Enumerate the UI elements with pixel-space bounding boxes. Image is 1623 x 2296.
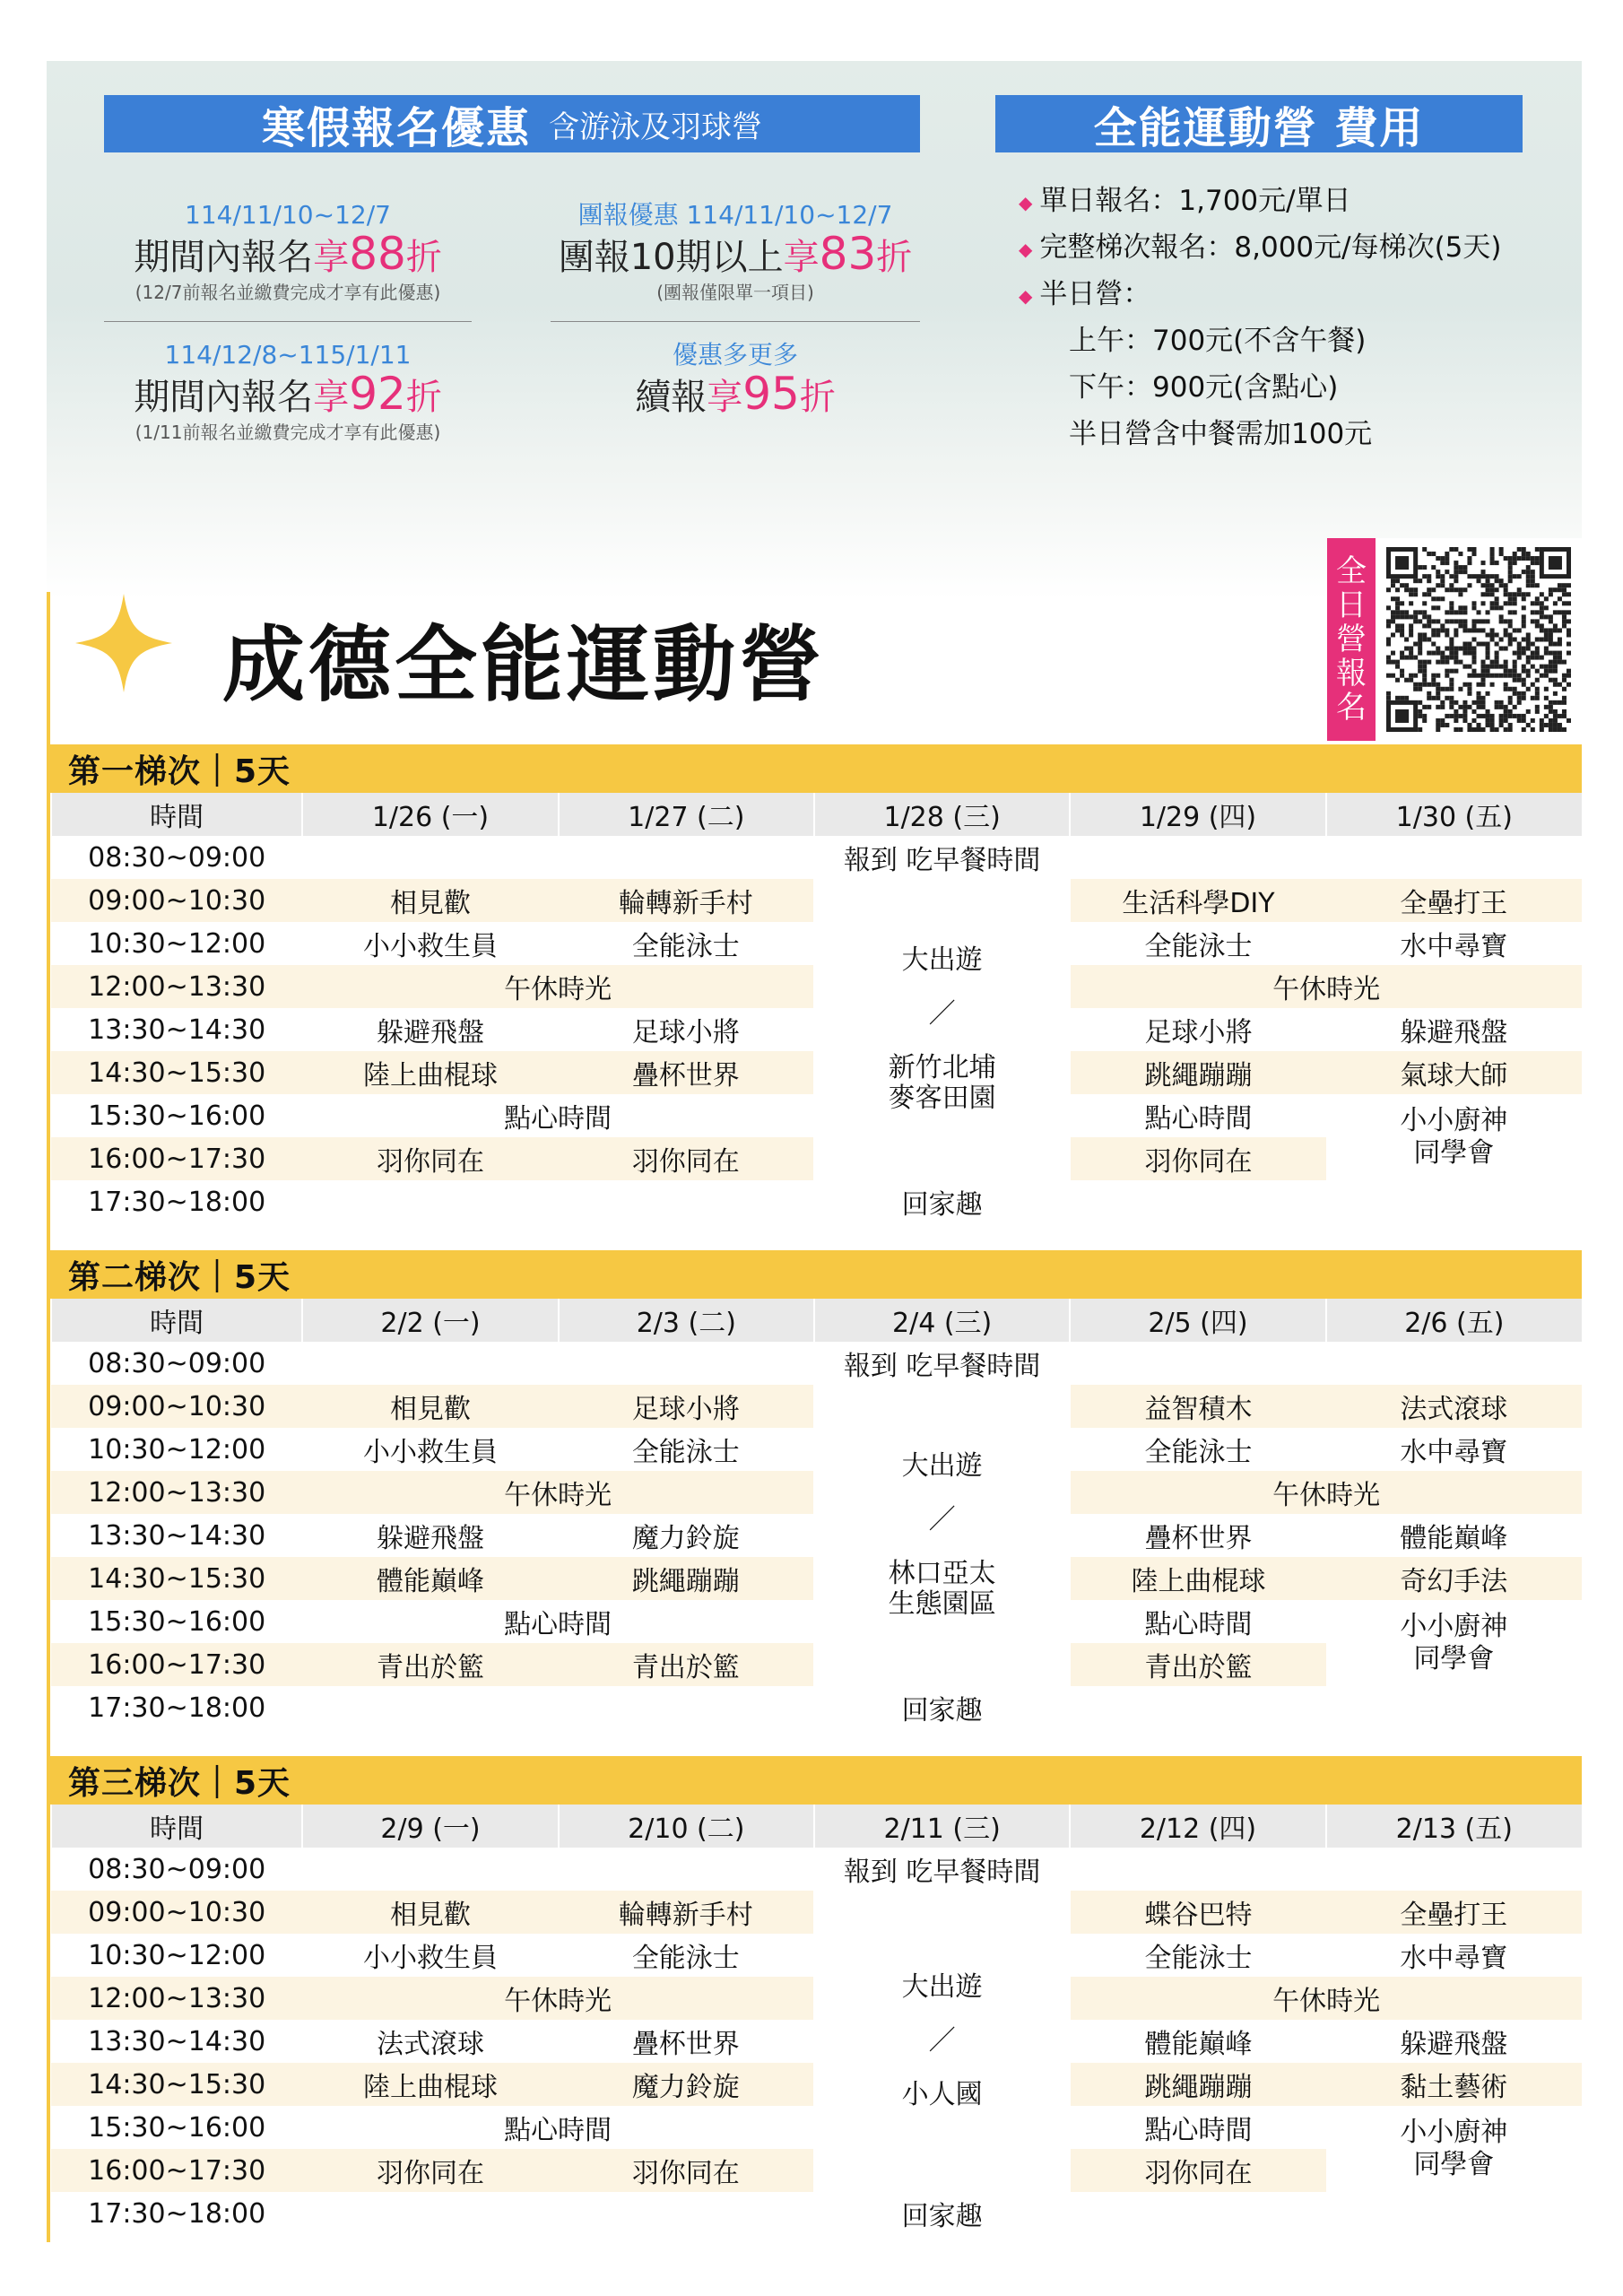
column-header: 2/13 (五)	[1326, 1805, 1582, 1848]
schedule-cell: 相見歡	[302, 879, 558, 922]
field-trip-cell	[814, 879, 1070, 1180]
schedule-cell: 全能泳士	[559, 1428, 814, 1471]
session-header	[50, 1250, 1582, 1299]
promo-headline	[104, 228, 472, 280]
cook-line: 同學會	[1413, 1137, 1495, 1169]
schedule-cell: 全能泳士	[1070, 922, 1325, 965]
schedule-cell: 午休時光	[1070, 965, 1582, 1008]
fee-afternoon	[1069, 364, 1338, 404]
schedule-row	[51, 1385, 1582, 1428]
schedule-cell: 15:30~16:00	[51, 2106, 302, 2149]
promo-date: 114/11/10~12/7	[185, 200, 391, 230]
field-trip-cell	[814, 1891, 1070, 2192]
qr-label-char: 名	[1336, 690, 1367, 726]
schedule-cell: 羽你同在	[559, 2149, 814, 2192]
schedule-cell: 足球小將	[1070, 1008, 1325, 1051]
schedule-cell	[302, 1686, 558, 1729]
trip-place: 麥客田園	[888, 1083, 996, 1114]
column-header: 2/12 (四)	[1070, 1805, 1325, 1848]
diamond-bullet-icon: ◆	[1019, 238, 1033, 260]
schedule-cell	[1070, 1686, 1325, 1729]
column-header: 2/9 (一)	[302, 1805, 558, 1848]
schedule-cell: 點心時間	[1070, 1600, 1325, 1643]
schedule-cell: 10:30~12:00	[51, 922, 302, 965]
schedule-cell: 魔力鈴旋	[559, 2063, 814, 2106]
trip-slash: ／	[928, 2025, 956, 2057]
session-title: 第二梯次｜5天	[68, 1258, 291, 1296]
column-header: 2/6 (五)	[1326, 1299, 1582, 1342]
schedule-cell: 疊杯世界	[559, 2020, 814, 2063]
schedule-cell: 法式滾球	[1326, 1385, 1582, 1428]
schedule-header-row	[51, 1805, 1582, 1848]
schedule-cell: 15:30~16:00	[51, 1600, 302, 1643]
promo-pct-post: 折	[405, 237, 442, 278]
schedule-cell: 午休時光	[302, 965, 814, 1008]
column-header: 2/10 (二)	[559, 1805, 814, 1848]
trip-label: 大出遊	[901, 944, 983, 976]
promo-banner	[104, 95, 920, 152]
promo-pct-post: 折	[876, 237, 913, 278]
schedule-cell: 午休時光	[1070, 1977, 1582, 2020]
schedule-cell	[1326, 1600, 1582, 1686]
schedule-cell: 13:30~14:30	[51, 1008, 302, 1051]
trip-label: 大出遊	[901, 1450, 983, 1482]
promo-note: (12/7前報名並繳費完成才享有此優惠)	[135, 282, 441, 303]
schedule-cell: 10:30~12:00	[51, 1428, 302, 1471]
schedule-cell: 全壘打王	[1326, 1891, 1582, 1934]
trip-place: 新竹北埔	[888, 1052, 996, 1083]
schedule-cell: 報到 吃早餐時間	[302, 1848, 1582, 1891]
schedule-row	[51, 836, 1582, 879]
promo-pct-pre: 享	[707, 377, 743, 418]
schedule-cell: 足球小將	[559, 1385, 814, 1428]
cook-line: 同學會	[1413, 1643, 1495, 1674]
promo-pct-num: 88	[349, 228, 406, 280]
schedule-cell: 14:30~15:30	[51, 1051, 302, 1094]
schedule-cell: 羽你同在	[302, 1137, 558, 1180]
column-header: 2/11 (三)	[814, 1805, 1070, 1848]
session-header	[50, 744, 1582, 793]
schedule-cell: 小小救生員	[302, 1428, 558, 1471]
schedule-cell: 相見歡	[302, 1891, 558, 1934]
schedule-cell	[559, 2192, 814, 2235]
schedule-header-row	[51, 1299, 1582, 1342]
schedule-cell: 羽你同在	[559, 1137, 814, 1180]
qr-label-char: 報	[1336, 656, 1367, 691]
promo-pct-num: 83	[819, 228, 877, 280]
promo-date: 團報優惠 114/11/10~12/7	[577, 200, 893, 230]
schedule-cell: 全能泳士	[559, 1934, 814, 1977]
schedule-cell: 09:00~10:30	[51, 1891, 302, 1934]
session-title: 第一梯次｜5天	[68, 752, 291, 790]
schedule-cell	[302, 2192, 558, 2235]
schedule-cell: 疊杯世界	[1070, 1514, 1325, 1557]
trip-slash: ／	[928, 1504, 956, 1535]
schedule-cell: 午休時光	[302, 1977, 814, 2020]
schedule-cell: 羽你同在	[1070, 1137, 1325, 1180]
schedule-cell: 躲避飛盤	[1326, 1008, 1582, 1051]
schedule-cell	[559, 1180, 814, 1223]
fee-morning	[1069, 317, 1366, 358]
schedule-table	[50, 793, 1582, 1223]
fee-full-session	[1019, 224, 1502, 265]
schedule-cell: 15:30~16:00	[51, 1094, 302, 1137]
column-header: 1/28 (三)	[814, 793, 1070, 836]
schedule-cell: 回家趣	[814, 2192, 1070, 2235]
diamond-bullet-icon: ◆	[1019, 191, 1033, 213]
promo-banner-title: 寒假報名優惠	[261, 102, 531, 153]
schedule-cell: 16:00~17:30	[51, 2149, 302, 2192]
schedule-cell	[1326, 2106, 1582, 2192]
qr-label-char: 日	[1336, 587, 1367, 623]
schedule-cell: 點心時間	[1070, 2106, 1325, 2149]
schedule-cell: 14:30~15:30	[51, 2063, 302, 2106]
schedule-row	[51, 1342, 1582, 1385]
promo-note: (1/11前報名並繳費完成才享有此優惠)	[135, 422, 441, 443]
schedule-cell: 09:00~10:30	[51, 879, 302, 922]
schedule-cell: 12:00~13:30	[51, 1977, 302, 2020]
schedule-cell: 黏土藝術	[1326, 2063, 1582, 2106]
schedule-cell: 跳繩蹦蹦	[559, 1557, 814, 1600]
schedule-cell: 益智積木	[1070, 1385, 1325, 1428]
schedule-cell: 回家趣	[814, 1686, 1070, 1729]
fee-half-day	[1019, 271, 1150, 311]
schedule-cell: 氣球大師	[1326, 1051, 1582, 1094]
schedule-cell: 12:00~13:30	[51, 965, 302, 1008]
promo-banner-subtitle: 含游泳及羽球營	[549, 109, 762, 145]
trip-place: 生態園區	[888, 1588, 996, 1620]
fee-text: 半日營含中餐需加100元	[1069, 418, 1373, 450]
schedule-cell: 點心時間	[1070, 1094, 1325, 1137]
schedule-cell: 報到 吃早餐時間	[302, 1342, 1582, 1385]
schedule-cell: 輪轉新手村	[559, 1891, 814, 1934]
schedule-cell: 17:30~18:00	[51, 1180, 302, 1223]
field-trip-cell	[814, 1385, 1070, 1686]
schedule-cell	[1070, 1180, 1325, 1223]
schedule-cell: 小小救生員	[302, 1934, 558, 1977]
schedule-cell: 13:30~14:30	[51, 2020, 302, 2063]
fee-single-day	[1019, 178, 1351, 218]
promo-headline	[551, 368, 920, 420]
schedule-cell: 回家趣	[814, 1180, 1070, 1223]
qr-label-char: 全	[1336, 553, 1367, 589]
schedule-cell: 青出於籃	[1070, 1643, 1325, 1686]
promo-pct-post: 折	[405, 377, 442, 418]
column-header: 1/26 (一)	[302, 793, 558, 836]
diamond-bullet-icon: ◆	[1019, 284, 1033, 307]
fee-text: 單日報名：1,700元/單日	[1039, 185, 1351, 217]
schedule-cell: 相見歡	[302, 1385, 558, 1428]
promo-pct-num: 95	[742, 368, 800, 420]
schedule-row	[51, 1180, 1582, 1223]
schedule-cell: 生活科學DIY	[1070, 879, 1325, 922]
schedule-cell	[1326, 1180, 1582, 1223]
schedule-cell: 小小救生員	[302, 922, 558, 965]
schedule-cell: 09:00~10:30	[51, 1385, 302, 1428]
schedule-cell: 全能泳士	[1070, 1428, 1325, 1471]
schedule-cell: 魔力鈴旋	[559, 1514, 814, 1557]
schedule-cell: 青出於籃	[302, 1643, 558, 1686]
promo-divider	[104, 321, 472, 322]
fee-banner-title: 全能運動營 費用	[1093, 102, 1425, 153]
schedule-cell	[302, 1180, 558, 1223]
column-header: 2/4 (三)	[814, 1299, 1070, 1342]
schedule-header-row	[51, 793, 1582, 836]
promo-pct-pre: 享	[783, 237, 820, 278]
promo-83	[551, 199, 920, 305]
fee-text: 完整梯次報名：8,000元/每梯次(5天)	[1039, 231, 1502, 264]
schedule-cell: 08:30~09:00	[51, 1342, 302, 1385]
schedule-cell: 躲避飛盤	[302, 1514, 558, 1557]
schedule-cell: 點心時間	[302, 1600, 814, 1643]
fee-text: 上午：700元(不含午餐)	[1069, 325, 1367, 357]
schedule-cell	[1326, 1094, 1582, 1180]
promo-pct-pre: 享	[313, 377, 350, 418]
page-title: 成德全能運動營	[222, 617, 826, 713]
cook-line: 同學會	[1413, 2149, 1495, 2180]
qr-code-icon	[1386, 547, 1571, 732]
schedule-cell: 羽你同在	[302, 2149, 558, 2192]
promo-text: 期間內報名	[134, 237, 314, 278]
schedule-cell: 躲避飛盤	[1326, 2020, 1582, 2063]
column-header: 時間	[51, 1805, 302, 1848]
schedule-cell: 報到 吃早餐時間	[302, 836, 1582, 879]
promo-note: (團報僅限單一項目)	[656, 282, 814, 303]
fee-text: 下午：900元(含點心)	[1069, 371, 1339, 404]
promo-headline	[551, 228, 920, 280]
trip-place: 小人國	[901, 2079, 983, 2110]
fee-banner	[995, 95, 1523, 152]
schedule-row	[51, 2192, 1582, 2235]
schedule-row	[51, 1891, 1582, 1934]
schedule-row	[51, 1848, 1582, 1891]
schedule-cell: 躲避飛盤	[302, 1008, 558, 1051]
schedule-cell	[559, 1686, 814, 1729]
schedule-cell: 跳繩蹦蹦	[1070, 1051, 1325, 1094]
schedule-cell: 17:30~18:00	[51, 2192, 302, 2235]
column-header: 時間	[51, 793, 302, 836]
promo-pct-post: 折	[799, 377, 836, 418]
fee-lunch-add	[1069, 411, 1372, 451]
promo-pct-pre: 享	[313, 237, 350, 278]
schedule-table	[50, 1299, 1582, 1729]
cook-line: 小小廚神	[1400, 1105, 1508, 1136]
schedule-cell: 14:30~15:30	[51, 1557, 302, 1600]
promo-92	[104, 339, 472, 445]
schedule-cell	[1326, 1686, 1582, 1729]
fee-text: 半日營：	[1039, 278, 1151, 310]
schedule-cell: 體能巔峰	[302, 1557, 558, 1600]
promo-date: 114/12/8~115/1/11	[164, 340, 412, 370]
promo-divider	[551, 321, 920, 322]
schedule-cell: 陸上曲棍球	[302, 2063, 558, 2106]
cook-line: 小小廚神	[1400, 2117, 1508, 2148]
schedule-cell: 全壘打王	[1326, 879, 1582, 922]
schedule-cell: 17:30~18:00	[51, 1686, 302, 1729]
schedule-cell: 08:30~09:00	[51, 1848, 302, 1891]
schedule-cell: 足球小將	[559, 1008, 814, 1051]
schedule-cell: 16:00~17:30	[51, 1643, 302, 1686]
schedule-cell: 法式滾球	[302, 2020, 558, 2063]
schedule-cell: 13:30~14:30	[51, 1514, 302, 1557]
schedule-cell: 體能巔峰	[1070, 2020, 1325, 2063]
schedule-cell	[1070, 2192, 1325, 2235]
promo-text: 續報	[635, 377, 707, 418]
registration-qr[interactable]	[1327, 538, 1582, 741]
session-header	[50, 1756, 1582, 1805]
promo-text: 期間內報名	[134, 377, 314, 418]
schedule-cell: 16:00~17:30	[51, 1137, 302, 1180]
schedule-cell: 午休時光	[302, 1471, 814, 1514]
qr-label-char: 營	[1336, 622, 1367, 657]
column-header: 2/5 (四)	[1070, 1299, 1325, 1342]
schedule-cell: 跳繩蹦蹦	[1070, 2063, 1325, 2106]
schedule-cell: 羽你同在	[1070, 2149, 1325, 2192]
column-header: 時間	[51, 1299, 302, 1342]
trip-slash: ／	[928, 998, 956, 1030]
schedule-cell: 水中尋寶	[1326, 922, 1582, 965]
schedule-table	[50, 1805, 1582, 2235]
promo-headline	[104, 368, 472, 420]
column-header: 1/27 (二)	[559, 793, 814, 836]
schedule-cell: 全能泳士	[1070, 1934, 1325, 1977]
schedule-cell: 陸上曲棍球	[1070, 1557, 1325, 1600]
schedule-cell: 輪轉新手村	[559, 879, 814, 922]
schedule-cell: 08:30~09:00	[51, 836, 302, 879]
schedule-cell: 水中尋寶	[1326, 1934, 1582, 1977]
promo-pct-num: 92	[349, 368, 406, 420]
session-title: 第三梯次｜5天	[68, 1764, 291, 1802]
column-header: 2/2 (一)	[302, 1299, 558, 1342]
schedule-cell: 奇幻手法	[1326, 1557, 1582, 1600]
schedule-cell: 點心時間	[302, 2106, 814, 2149]
column-header: 2/3 (二)	[559, 1299, 814, 1342]
column-header: 1/30 (五)	[1326, 793, 1582, 836]
schedule-cell	[1326, 2192, 1582, 2235]
promo-text: 團報10期以上	[558, 237, 784, 278]
schedule-cell: 蝶谷巴特	[1070, 1891, 1325, 1934]
schedule-cell: 水中尋寶	[1326, 1428, 1582, 1471]
schedule-cell: 點心時間	[302, 1094, 814, 1137]
schedule-cell: 10:30~12:00	[51, 1934, 302, 1977]
schedule-cell: 全能泳士	[559, 922, 814, 965]
promo-95	[551, 339, 920, 420]
sparkle-icon	[75, 594, 172, 692]
column-header: 1/29 (四)	[1070, 793, 1325, 836]
schedule-cell: 12:00~13:30	[51, 1471, 302, 1514]
schedule-cell: 青出於籃	[559, 1643, 814, 1686]
schedule-row	[51, 879, 1582, 922]
trip-place: 林口亞太	[888, 1558, 996, 1589]
promo-date: 優惠多更多	[672, 340, 798, 370]
promo-88	[104, 199, 472, 305]
schedule-row	[51, 1686, 1582, 1729]
schedule-cell: 午休時光	[1070, 1471, 1582, 1514]
schedule-cell: 體能巔峰	[1326, 1514, 1582, 1557]
schedule-cell: 疊杯世界	[559, 1051, 814, 1094]
trip-label: 大出遊	[901, 1971, 983, 2003]
cook-line: 小小廚神	[1400, 1611, 1508, 1642]
schedule-cell: 陸上曲棍球	[302, 1051, 558, 1094]
qr-label	[1327, 538, 1376, 741]
